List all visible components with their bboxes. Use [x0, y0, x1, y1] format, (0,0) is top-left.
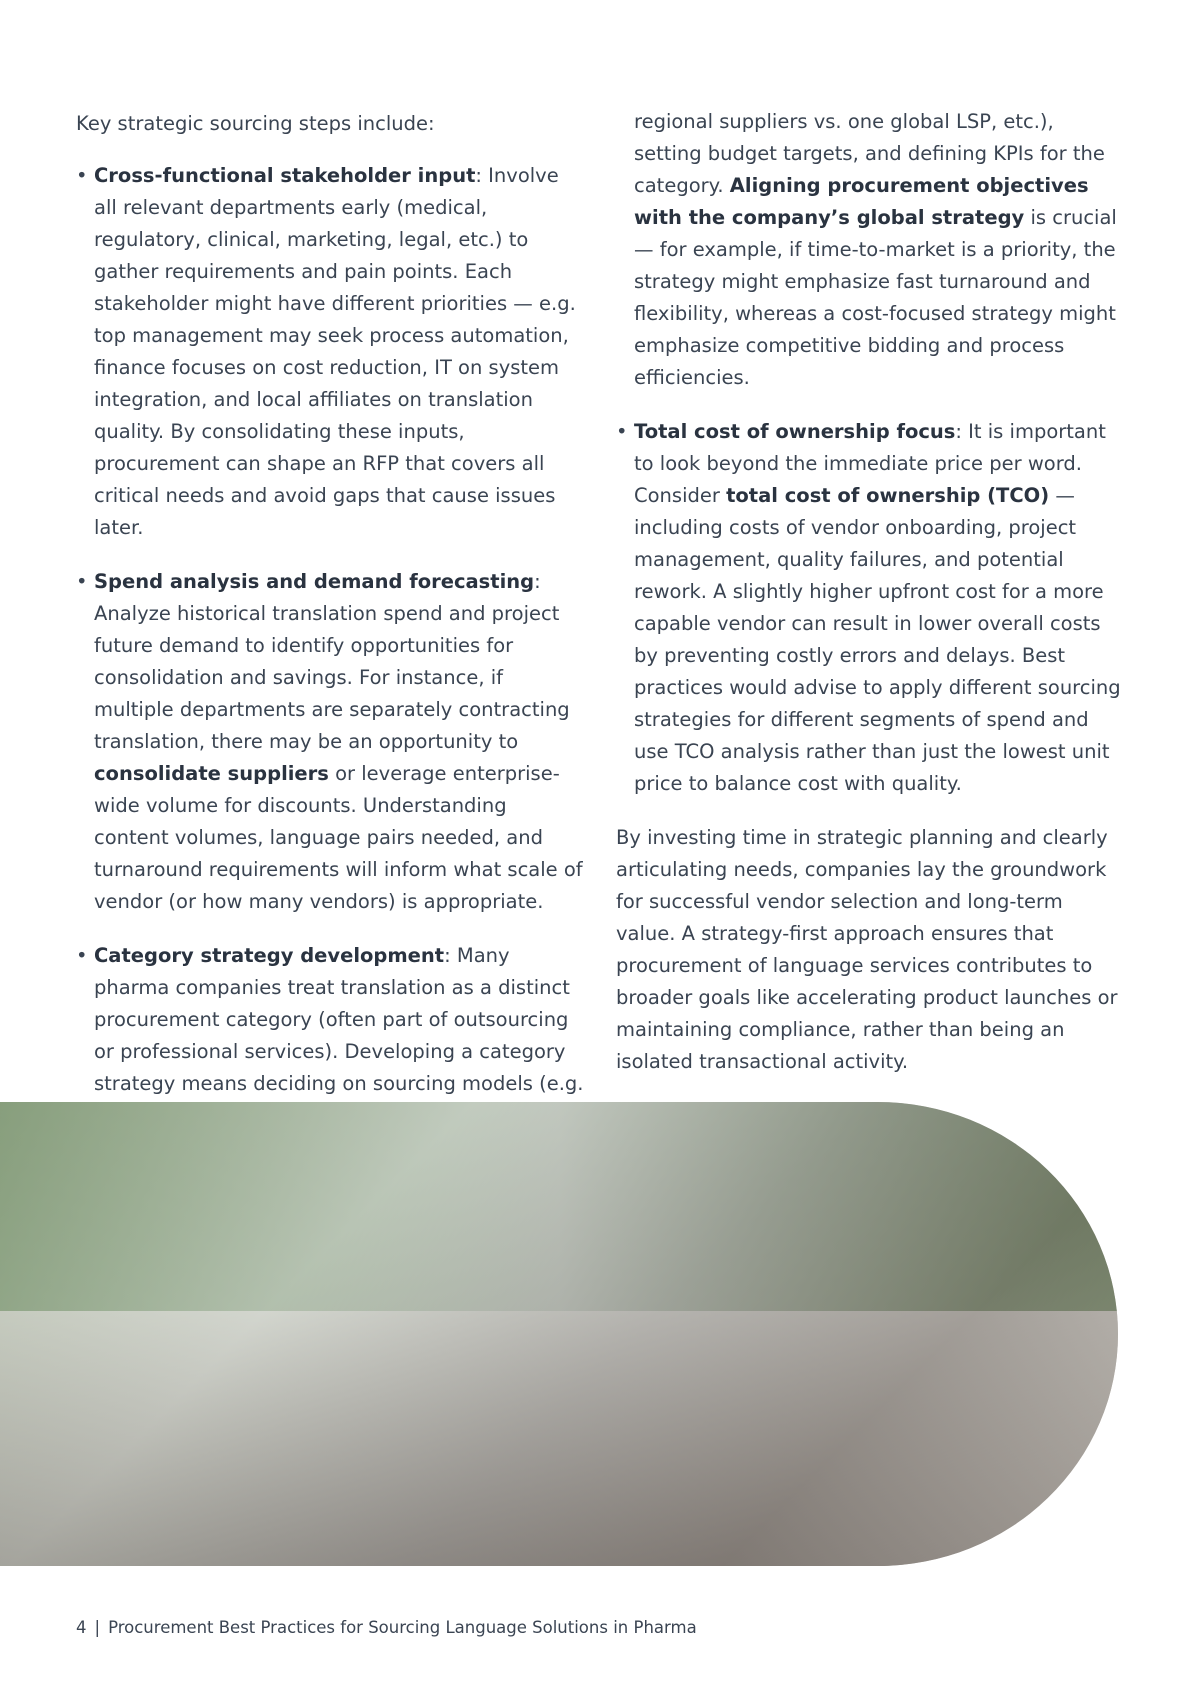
- right-column: [616, 108, 1126, 1078]
- bullet-heading: Spend analysis and demand forecasting: [94, 570, 535, 593]
- page-footer: [76, 1618, 697, 1637]
- photo-desk-area: [0, 1311, 1118, 1566]
- bullet-text: or leverage enterprise-wide volume for discounts. Understanding content volumes, language pairs needed, and turnaround requirements will inform what scale of vendor (or how many vendors) is appropriate.: [94, 762, 583, 913]
- closing-paragraph: By investing time in strategic planning and clearly articulating needs, companies lay the groundwork for successful vendor selection and long-term value. A strategy-first approach ensures that procurement of language services contributes to broader goals like accelerating product launches or maintaining compliance, rather than being an isolated transactional activity.: [616, 826, 1118, 1073]
- page-number: 4: [76, 1618, 87, 1637]
- bullet-heading: Cross-functional stakeholder input: [94, 164, 476, 187]
- footer-separator: |: [94, 1618, 101, 1637]
- bullet-heading: Total cost of ownership focus: [634, 420, 956, 443]
- bullet-emphasis: total cost of ownership (TCO): [726, 484, 1050, 507]
- bullet-text: — including costs of vendor onboarding, project management, quality failures, and potential rework. A slightly higher upfront cost for a more capable vendor can result in lower overall costs by preventing costly errors and delays. Best practices would advise to apply different sourcing strategies for different segments of spend and use TCO analysis rather than just the lowest unit price to balance cost with quality.: [634, 484, 1121, 795]
- bullet-text: : Analyze historical translation spend and project future demand to identify opportunities for consolidation and savings. For instance, if multiple departments are separately contracting translation, there may be an opportunity to: [94, 570, 570, 753]
- bullet-text: : It is important to look beyond the immediate price per word. Consider: [634, 420, 1106, 507]
- left-column: [76, 108, 586, 1154]
- bullet-emphasis: Aligning procurement objectives with the company’s global strategy: [634, 174, 1089, 229]
- list-item-stakeholder-input: [76, 160, 586, 544]
- list-item-tco-focus: [616, 416, 1126, 800]
- bullet-emphasis: consolidate suppliers: [94, 762, 329, 785]
- photo-window-area: [0, 1102, 1118, 1311]
- office-photo: [0, 1102, 1118, 1566]
- intro-text: Key strategic sourcing steps include:: [76, 112, 435, 135]
- list-item-spend-analysis: [76, 566, 586, 918]
- sourcing-steps-list-continued: [616, 106, 1126, 800]
- sourcing-steps-list: [76, 160, 586, 1132]
- bullet-text: : Many pharma companies treat translation as a distinct procurement category (often part of outsourcing or professional services). Developing a category strategy means deciding on sourcing models (e.g.: [94, 944, 584, 1095]
- document-title: Procurement Best Practices for Sourcing Language Solutions in Pharma: [108, 1618, 697, 1637]
- list-item-category-strategy-continued: [616, 106, 1126, 394]
- bullet-text: regional suppliers vs. one global LSP, etc.), setting budget targets, and defining KPIs for the category.: [634, 110, 1105, 197]
- bullet-text: is crucial — for example, if time-to-market is a priority, the strategy might emphasize fast turnaround and flexibility, whereas a cost-focused strategy might emphasize competitive bidding and process efficiencies.: [634, 206, 1117, 389]
- bullet-text: : Involve all relevant departments early (medical, regulatory, clinical, marketing, legal, etc.) to gather requirements and pain points. Each stakeholder might have different priorities — e.g. top management may seek process automation, finance focuses on cost reduction, IT on system integration, and local affiliates on translation quality. By consolidating these inputs, procurement can shape an RFP that covers all critical needs and avoid gaps that cause issues later.: [94, 164, 576, 539]
- bullet-heading: Category strategy development: [94, 944, 445, 967]
